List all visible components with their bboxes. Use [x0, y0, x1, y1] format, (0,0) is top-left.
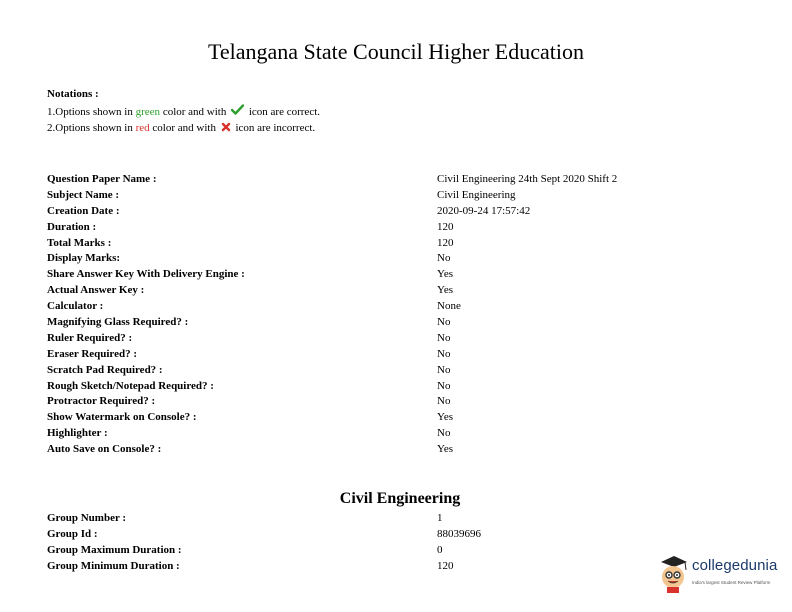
info-value: Civil Engineering 24th Sept 2020 Shift 2 [437, 173, 618, 185]
check-icon [231, 104, 244, 120]
info-label: Auto Save on Console? : [47, 443, 162, 456]
info-label: Subject Name : [47, 188, 120, 201]
info-value: 120 [437, 220, 454, 233]
notations [47, 86, 320, 137]
group-value: 0 [437, 543, 443, 556]
info-label: Protractor Required? : [47, 395, 156, 408]
info-row [47, 299, 747, 315]
group-label: Group Maximum Duration : [47, 543, 182, 556]
paper-info-table [47, 172, 747, 458]
info-row [47, 188, 747, 204]
group-label: Group Id : [47, 527, 98, 540]
info-row [47, 426, 747, 442]
info-value: No [437, 363, 451, 376]
notation-correct [47, 104, 320, 120]
info-value: 120 [437, 236, 454, 249]
info-label: Share Answer Key With Delivery Engine : [47, 268, 245, 281]
info-value: No [437, 379, 451, 392]
info-value: No [437, 252, 451, 265]
info-value: No [437, 316, 451, 329]
info-value: No [437, 331, 451, 344]
notations-heading: Notations : [47, 88, 99, 100]
info-label: Creation Date : [47, 204, 120, 217]
info-label: Scratch Pad Required? : [47, 363, 163, 376]
group-value: 1 [437, 512, 443, 524]
notation-incorrect-suffix: icon are incorrect. [232, 122, 316, 135]
notation-correct-color: green [135, 106, 161, 118]
info-row [47, 267, 747, 283]
info-value: No [437, 395, 451, 408]
notation-correct-middle: color and with [160, 106, 230, 118]
info-value: Yes [437, 268, 454, 281]
notation-incorrect-middle: color and with [149, 122, 219, 135]
group-value: 120 [437, 559, 454, 572]
info-value: Yes [437, 411, 454, 424]
info-value: Yes [437, 284, 454, 297]
info-label: Highlighter : [47, 427, 108, 440]
info-label: Calculator : [47, 300, 104, 313]
info-row [47, 251, 747, 267]
group-label: Group Number : [47, 512, 127, 524]
info-value: No [437, 347, 451, 360]
info-row [47, 315, 747, 331]
info-row [47, 331, 747, 347]
notation-correct-suffix: icon are correct. [246, 106, 321, 118]
logo-tagline: India's largest Student Review Platform [692, 580, 771, 585]
info-label: Display Marks: [47, 252, 121, 265]
group-row [47, 527, 747, 543]
info-label: Duration : [47, 220, 97, 233]
info-row [47, 220, 747, 236]
info-value: No [437, 427, 451, 440]
info-label: Ruler Required? : [47, 331, 133, 344]
group-info-table [47, 511, 747, 575]
info-label: Eraser Required? : [47, 347, 138, 360]
notation-incorrect-prefix: 2.Options shown in [47, 122, 136, 135]
info-row [47, 236, 747, 252]
cross-icon [221, 121, 231, 137]
notation-correct-prefix: 1.Options shown in [47, 106, 136, 118]
mascot-icon [656, 553, 690, 593]
notation-incorrect [47, 120, 320, 136]
section-title: Civil Engineering [339, 490, 461, 507]
info-row [47, 379, 747, 395]
info-row [47, 442, 747, 458]
info-label: Rough Sketch/Notepad Required? : [47, 379, 214, 392]
collegedunia-logo [656, 553, 786, 595]
info-row [47, 204, 747, 220]
info-row [47, 172, 747, 188]
group-row [47, 511, 747, 527]
info-label: Question Paper Name : [47, 173, 157, 185]
group-row [47, 559, 747, 575]
info-row [47, 347, 747, 363]
group-label: Group Minimum Duration : [47, 559, 180, 572]
info-row [47, 410, 747, 426]
info-value: None [437, 300, 461, 313]
info-label: Magnifying Glass Required? : [47, 316, 189, 329]
info-label: Actual Answer Key : [47, 284, 145, 297]
info-row [47, 283, 747, 299]
info-value: 2020-09-24 17:57:42 [437, 204, 531, 217]
notation-incorrect-color: red [135, 122, 150, 135]
info-label: Show Watermark on Console? : [47, 411, 197, 424]
info-row [47, 394, 747, 410]
info-value: Civil Engineering [437, 188, 516, 201]
group-value: 88039696 [437, 527, 481, 540]
info-label: Total Marks : [47, 236, 112, 249]
group-row [47, 543, 747, 559]
page-title: Telangana State Council Higher Education [207, 39, 584, 64]
info-row [47, 363, 747, 379]
info-value: Yes [437, 443, 454, 456]
logo-name: collegedunia [692, 557, 778, 574]
